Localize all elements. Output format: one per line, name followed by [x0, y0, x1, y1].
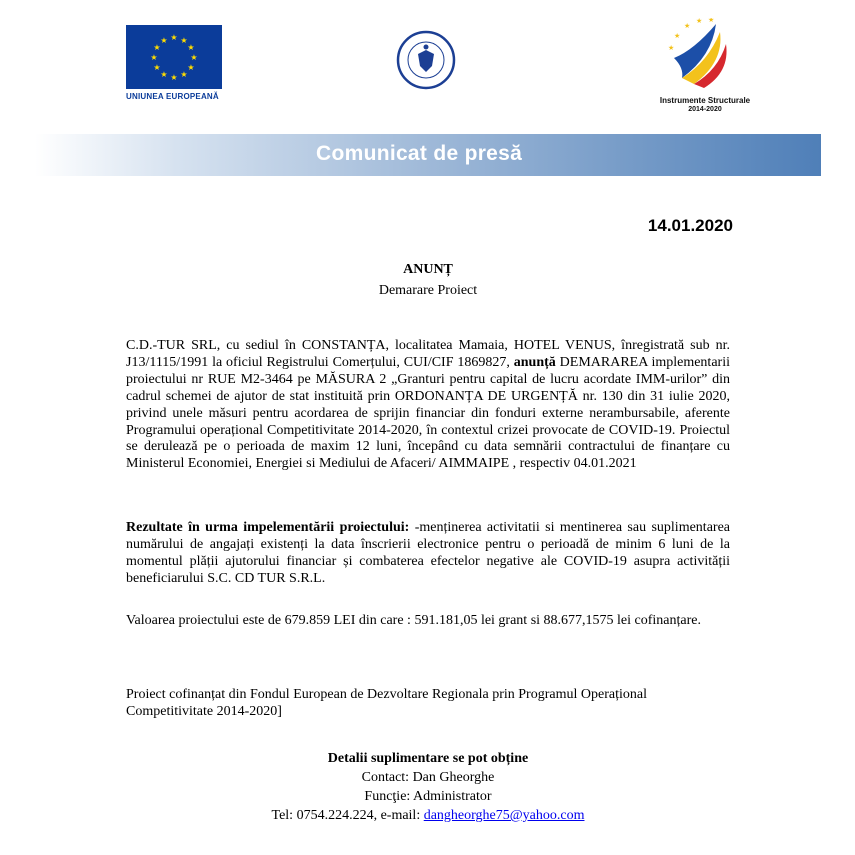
- government-seal-icon: [396, 30, 456, 90]
- contact-phone: Tel: 0754.224.224, e-mail:: [271, 808, 424, 823]
- contact-phone-email: [226, 808, 630, 824]
- contact-title: Detalii suplimentare se pot obține: [327, 751, 529, 766]
- banner-title: Comunicat de presă: [316, 142, 523, 165]
- contact-function: Funcţie: Administrator: [364, 789, 492, 804]
- structural-instruments-caption: Instrumente Structurale: [659, 96, 751, 105]
- intro-text-end: DEMARAREA implementarii proiectului nr RUE M2-3464 pe MĂSURA 2 „Granturi pentru capital de lucru acordate IMM-urilor” din cadrul schemei de ajutor de stat instituită prin ORDONANȚA DE URGENȚĂ nr. 130 din 31 iulie 2020, privind unele măsuri pentru acordarea de sprijin financiar din fonduri externe nerambursabile, aferente Programului operațional Competitivitate 2014-2020, în contextul crizei provocate de COVID-19. Proiectul se derulează pe o perioada de maxim 12 luni, începând cu data semnării contractului de finanțare cu Ministerul Economiei, Energiei si Mediului de Afaceri/ AIMMAIPE , respectiv 04.01.2021: [126, 354, 730, 472]
- svg-text:★: ★: [187, 63, 195, 72]
- email-link[interactable]: dangheorghe75@yahoo.com: [423, 808, 585, 823]
- svg-text:★: ★: [696, 18, 703, 25]
- svg-text:★: ★: [153, 63, 161, 72]
- svg-text:★: ★: [684, 22, 691, 30]
- svg-text:★: ★: [180, 36, 188, 45]
- svg-text:★: ★: [170, 33, 178, 42]
- svg-text:★: ★: [153, 43, 161, 52]
- svg-text:★: ★: [674, 32, 681, 40]
- government-seal-logo: [396, 30, 456, 90]
- document-subheading: Demarare Proiect: [378, 283, 478, 298]
- structural-instruments-icon: [664, 18, 734, 90]
- eu-caption: UNIUNEA EUROPEANĂ: [126, 92, 219, 101]
- intro-text-start: C.D.-TUR SRL, cu sediul în CONSTANȚA, localitatea Mamaia, HOTEL VENUS, înregistrată sub nr. J13/1115/1991 la oficiul Registrului Comerțului, CUI/CIF 1869827,: [126, 338, 730, 370]
- svg-text:★: ★: [190, 53, 198, 62]
- svg-text:★: ★: [170, 73, 178, 82]
- eu-stars-icon: [126, 25, 222, 89]
- svg-text:★: ★: [160, 70, 168, 79]
- svg-text:★: ★: [187, 43, 195, 52]
- results-label: Rezultate în urma impelementării proiectului:: [126, 520, 410, 535]
- contact-name: Contact: Dan Gheorghe: [361, 770, 495, 785]
- svg-text:★: ★: [160, 36, 168, 45]
- results-paragraph: [126, 520, 730, 588]
- structural-instruments-years: 2014-2020: [688, 106, 722, 113]
- eu-flag-logo: [126, 25, 222, 89]
- svg-text:★: ★: [668, 44, 675, 52]
- results-text: -menținerea activitatii si mentinerea sau suplimentarea numărului de angajați existenți la data înscrierii electronice pentru o perioadă de minim 6 luni de la momentul plății ajutorului financiar și combaterea efectelor negative ale COVID-19 asupra activității beneficiarului S.C. CD TUR S.R.L.: [126, 520, 730, 586]
- svg-text:★: ★: [180, 70, 188, 79]
- structural-instruments-logo: [664, 18, 734, 90]
- cofinance-paragraph: Proiect cofinanțat din Fondul European de Dezvoltare Regionala prin Programul Operațional Competitivitate 2014-2020]: [126, 687, 647, 719]
- intro-paragraph: [126, 338, 730, 473]
- svg-text:★: ★: [150, 53, 158, 62]
- document-heading: ANUNȚ: [403, 262, 453, 277]
- intro-bold-word: anunță: [513, 354, 556, 370]
- value-paragraph: Valoarea proiectului este de 679.859 LEI din care : 591.181,05 lei grant si 88.677,1575 lei cofinanțare.: [126, 613, 701, 628]
- document-date: 14.01.2020: [647, 216, 733, 235]
- svg-text:★: ★: [708, 18, 715, 24]
